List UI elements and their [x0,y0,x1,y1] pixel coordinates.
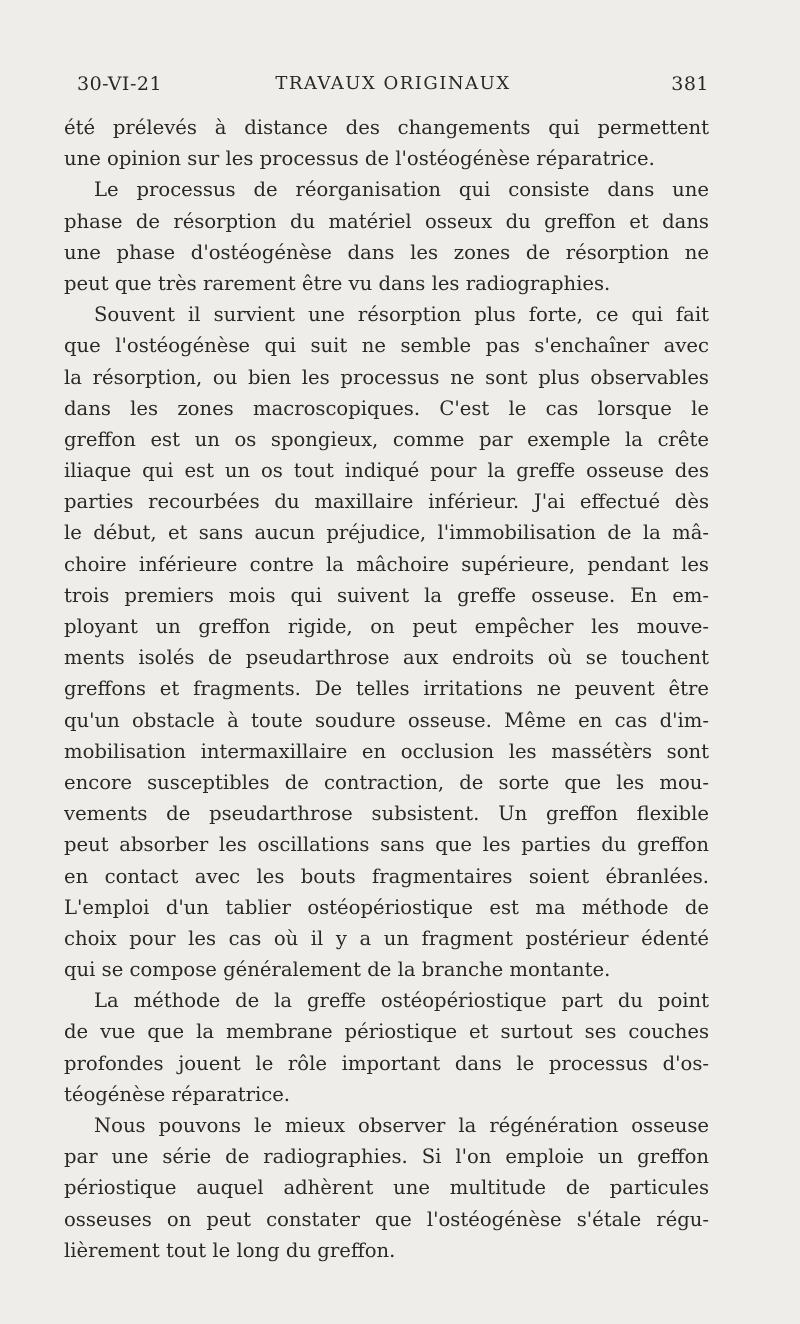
text-line: la résorption, ou bien les processus ne sont plus observables [64,365,709,389]
paragraph [64,174,709,299]
text-line: une opinion sur les processus de l'ostéogénèse réparatrice. [64,147,655,171]
text-line: osseuses on peut constater que l'ostéogénèse s'étale régu- [64,1207,709,1231]
text-line: vements de pseudarthrose subsistent. Un greffon flexible [64,802,709,826]
text-line: dans les zones macroscopiques. C'est le cas lorsque le [64,396,709,420]
text-line: profondes jouent le rôle important dans le processus d'os- [64,1051,709,1075]
text-line: par une série de radiographies. Si l'on emploie un greffon [64,1145,709,1169]
text-line: qui se compose généralement de la branche montante. [64,958,611,982]
text-line: parties recourbées du maxillaire inférieur. J'ai effectué dès [64,490,709,514]
header-title: TRAVAUX ORIGINAUX [275,73,511,94]
text-line: choire inférieure contre la mâchoire supérieure, pendant les [64,552,709,576]
text-line: ployant un greffon rigide, on peut empêcher les mouve- [64,615,709,638]
text-line: trois premiers mois qui suivent la greffe osseuse. En em- [64,583,709,607]
text-line: que l'ostéogénèse qui suit ne semble pas s'enchaîner avec [64,334,709,358]
text-line: greffon est un os spongieux, comme par exemple la crête [64,427,709,451]
text-line: L'emploi d'un tablier ostéopériostique est ma méthode de [64,895,709,919]
text-line: encore susceptibles de contraction, de sorte que les mou- [64,770,709,794]
header-date: 30-VI-21 [77,73,163,95]
text-line: greffons et fragments. De telles irritations ne peuvent être [64,677,709,701]
paragraph [64,112,709,174]
text-line: en contact avec les bouts fragmentaires soient ébranlées. [64,864,709,888]
text-line: choix pour les cas où il y a un fragment postérieur édenté [64,926,709,950]
body-text [64,112,709,1266]
text-line: lièrement tout le long du greffon. [64,1238,396,1262]
text-line: Souvent il survient une résorption plus forte, ce qui fait [94,303,709,327]
text-line: La méthode de la greffe ostéopériostique part du point [94,989,709,1013]
text-line: une phase d'ostéogénèse dans les zones de résorption ne [64,240,709,264]
text-line: peut que très rarement être vu dans les radiographies. [64,271,611,295]
text-line: de vue que la membrane périostique et surtout ses couches [64,1020,709,1044]
text-line: mobilisation intermaxillaire en occlusion les massétèrs sont [64,739,709,763]
page-number: 381 [671,73,709,95]
text-line: périostique auquel adhèrent une multitude de particules [64,1176,709,1200]
paragraph [64,299,709,985]
text-line: le début, et sans aucun préjudice, l'immobilisation de la mâ- [64,521,709,545]
running-header [77,73,709,103]
paragraph [64,985,709,1110]
text-line: ments isolés de pseudarthrose aux endroits où se touchent [64,646,709,670]
text-line: Nous pouvons le mieux observer la régénération osseuse [94,1114,709,1137]
text-line: phase de résorption du matériel osseux du greffon et dans [64,209,709,233]
text-line: Le processus de réorganisation qui consiste dans une [94,178,709,202]
text-line: qu'un obstacle à toute soudure osseuse. Même en cas d'im- [64,708,709,732]
text-line: peut absorber les oscillations sans que les parties du greffon [64,833,709,857]
paragraph [64,1110,709,1266]
text-line: été prélevés à distance des changements qui permettent [64,116,709,139]
text-line: iliaque qui est un os tout indiqué pour la greffe osseuse des [64,459,709,483]
text-line: téogénèse réparatrice. [64,1082,291,1106]
